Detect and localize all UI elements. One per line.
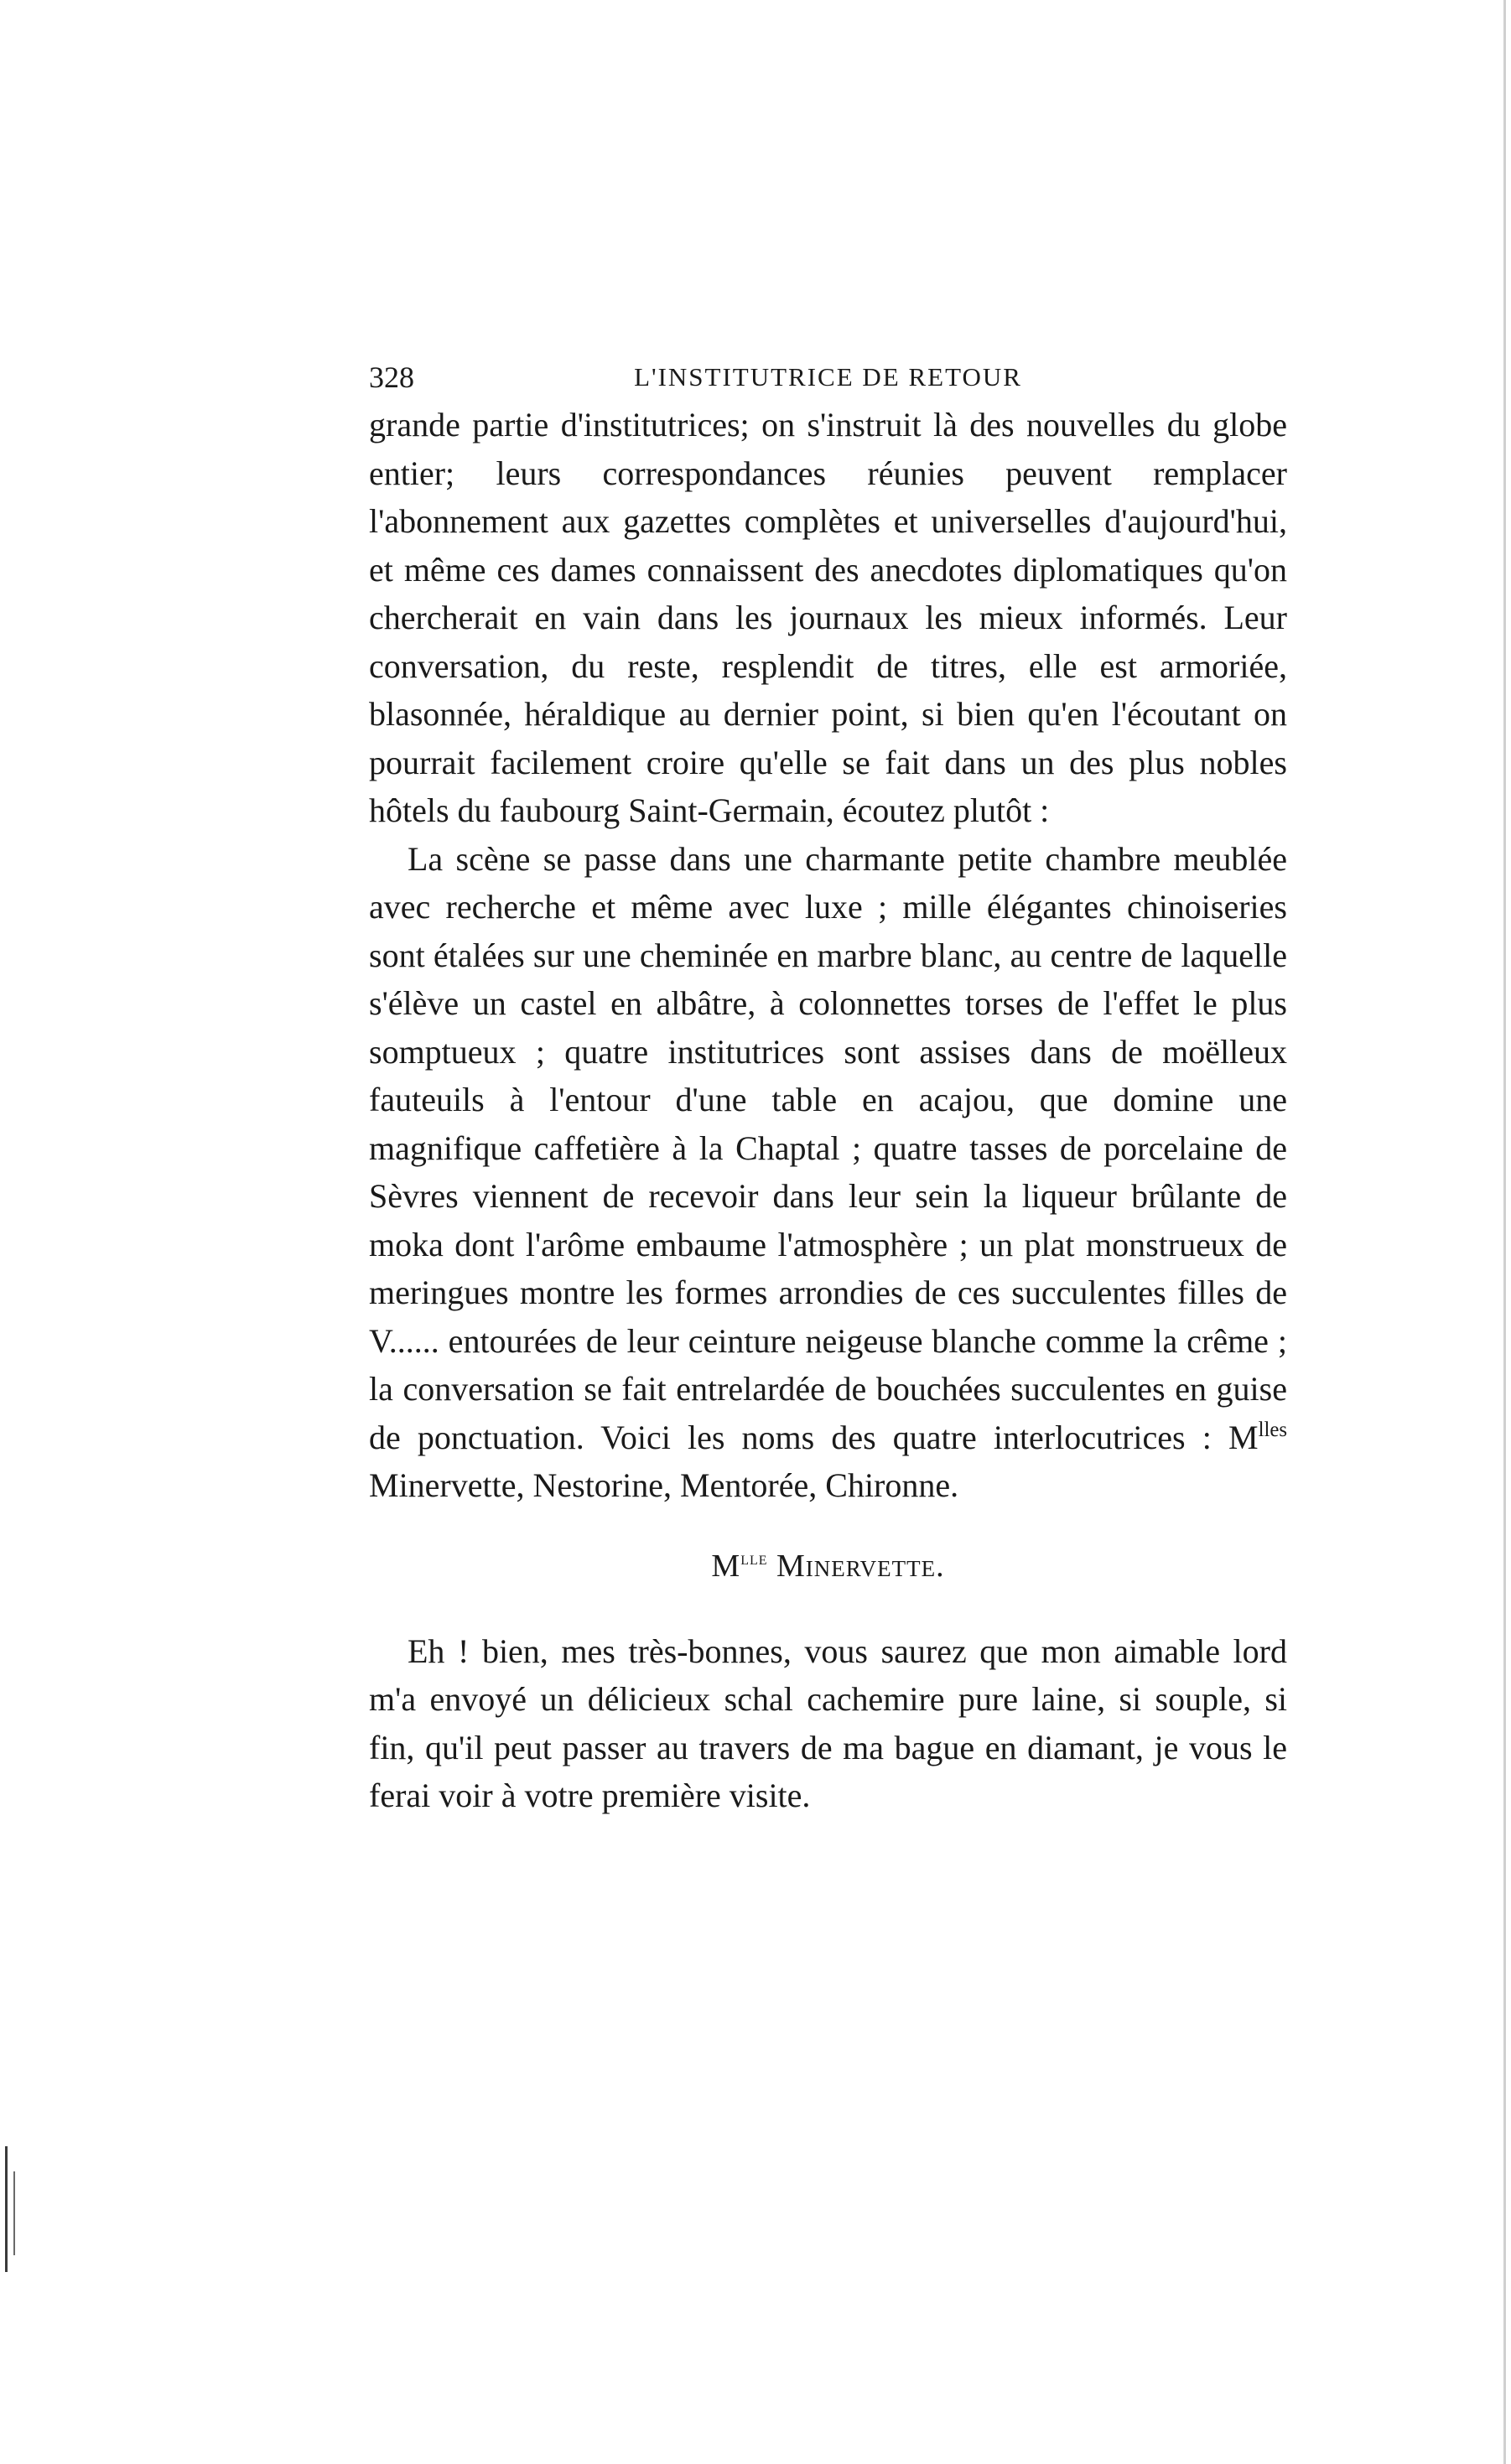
page-number: 328 [369, 361, 414, 394]
speaker-heading [369, 1510, 1287, 1627]
paragraph-2-text: La scène se passe dans une charmante petite chambre meublée avec recherche et même avec luxe ; mille élégantes chinoiseries sont étalées sur une cheminée en marbre blanc, au centre de laquelle s'élève un castel en albâtre, à colonnettes torses de l'effet le plus somptueux ; quatre institutrices sont assises dans de moëlleux fauteuils à l'entour d'une table en acajou, que domine une magnifique caffetière à la Chaptal ; quatre tasses de porcelaine de Sèvres viennent de recevoir dans leur sein la liqueur brûlante de moka dont l'arôme embaume l'atmosphère ; un plat monstrueux de meringues montre les formes arrondies de ces succulentes filles de V...... entourées de leur ceinture neigeuse blanche comme la crême ; la conversation se fait entrelardée de bouchées succulentes en guise de ponctuation. Voici les noms des quatre interlocutrices : [369, 839, 1287, 1456]
running-head [369, 352, 1287, 402]
scan-edge-line [1503, 0, 1506, 2464]
running-title: L'INSTITUTRICE DE RETOUR [634, 362, 1022, 392]
paragraph-2 [369, 835, 1287, 1510]
title-abbrev-plural-sup: lles [1258, 1418, 1287, 1441]
interlocutor-names: Minervette, Nestorine, Mentorée, Chironne. [369, 1466, 959, 1504]
scan-margin-mark [5, 2146, 8, 2272]
title-abbrev-plural: M [1228, 1418, 1259, 1456]
speaker-title-sup: lle [740, 1547, 768, 1569]
paragraph-1: grande partie d'institutrices; on s'instruit là des nouvelles du globe entier; leurs correspondances réunies peuvent remplacer l'abonnement aux gazettes complètes et universelles d'aujourd'hui, et même ces dames connaissent des anecdotes diplomatiques qu'on chercherait en vain dans les journaux les mieux informés. Leur conversation, du reste, resplendit de titres, elle est armoriée, blasonnée, héraldique au dernier point, si bien qu'en l'écoutant on pourrait facilement croire qu'elle se fait dans un des plus nobles hôtels du faubourg Saint-Germain, écoutez plutôt : [369, 406, 1287, 829]
body-text [369, 401, 1287, 1820]
speaker-title: M [711, 1548, 741, 1584]
scan-margin-mark [13, 2171, 15, 2255]
speaker-name: Minervette. [776, 1548, 945, 1584]
paragraph-3: Eh ! bien, mes très-bonnes, vous saurez que mon aimable lord m'a envoyé un délicieux schal cachemire pure laine, si souple, si fin, qu'il peut passer au travers de ma bague en diamant, je vous le ferai voir à votre première visite. [369, 1631, 1287, 1814]
